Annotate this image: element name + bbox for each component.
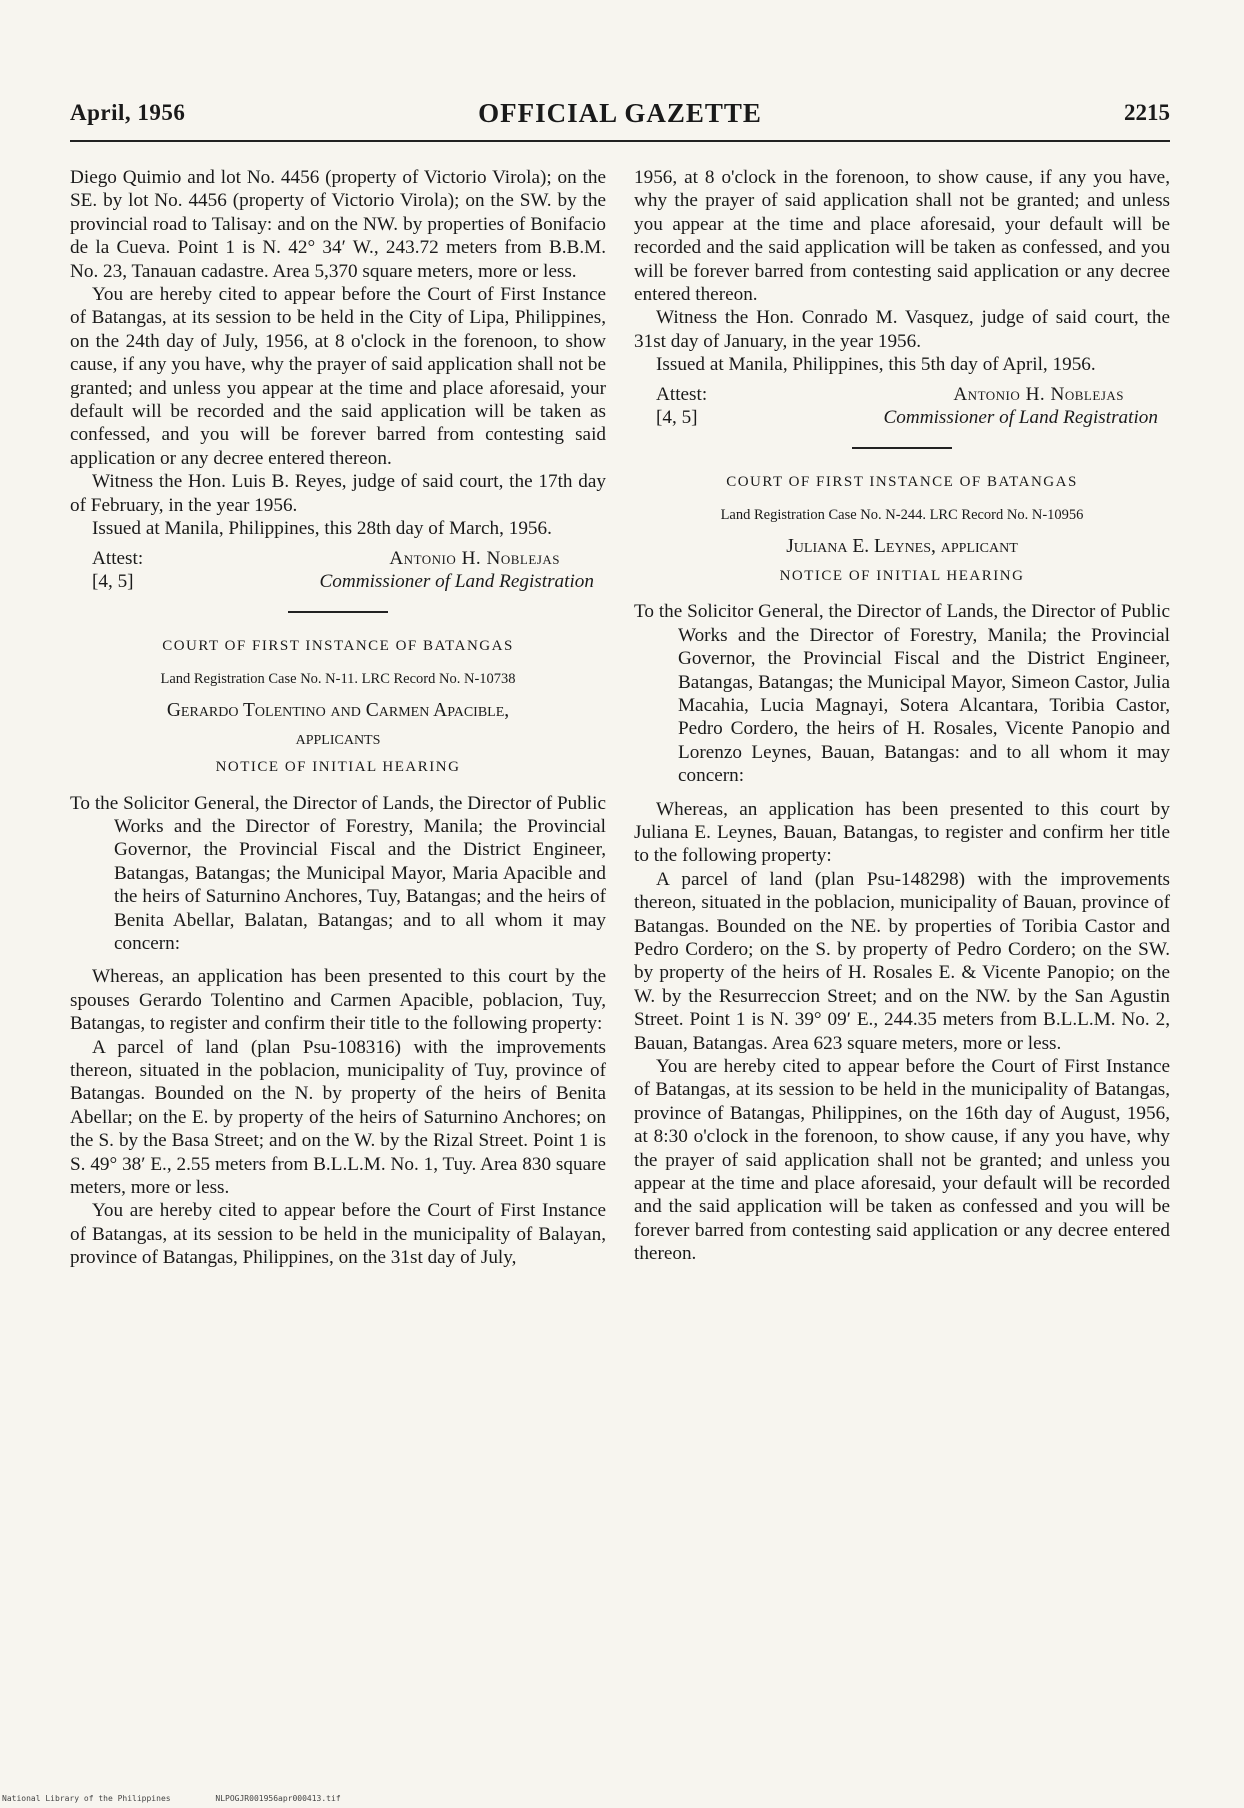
section-divider: [288, 611, 388, 613]
library-credit: National Library of the Philippines: [2, 1794, 171, 1803]
applicants-label: applicants: [295, 727, 381, 749]
attest-name: Antonio H. Noblejas: [389, 547, 560, 569]
attestation-block: [70, 547, 606, 593]
witness-paragraph: Witness the Hon. Conrado M. Vasquez, judge of said court, the 31st day of January, in the year 1956.: [634, 307, 1170, 352]
notice-heading: NOTICE OF INITIAL HEARING: [779, 567, 1025, 584]
attest-title: Commissioner of Land Registration: [883, 406, 1158, 428]
case-number: Land Registration Case No. N-11. LRC Record No. N-10738: [160, 670, 516, 687]
whereas-paragraph: Whereas, an application has been presented to this court by Juliana E. Leynes, Bauan, Batangas, to register and confirm her title to the following property:: [634, 798, 1170, 867]
publication-title: OFFICIAL GAZETTE: [478, 98, 762, 128]
addressee-paragraph: To the Solicitor General, the Director of Lands, the Director of Public Works and the Director of Forestry, Manila; the Provincial Governor, the Provincial Fiscal and the District Engineer, Batangas, Batangas; the Municipal Mayor, Maria Apacible and the heirs of Saturnino Anchores, Tuy, Batangas; and the heirs of Benita Abellar, Balatan, Batangas; and to all whom it may concern:: [70, 792, 606, 954]
applicants-line: Gerardo Tolentino and Carmen Apacible,: [166, 700, 510, 722]
section-divider: [852, 447, 952, 449]
notice-heading: NOTICE OF INITIAL HEARING: [215, 759, 461, 776]
attest-label: Attest:: [656, 383, 708, 405]
parcel-paragraph: A parcel of land (plan Psu-108316) with the improvements thereon, situated in the poblacion, municipality of Tuy, province of Batangas. Bounded on the N. by property of the heirs of Benita Abellar; on the E. by property of the heirs of Saturnino Anchores; on the S. by the Basa Street; and on the W. by the Rizal Street. Point 1 is S. 49° 38′ E., 2.55 meters from B.L.L.M. No. 1, Tuy. Area 830 square meters, more or less.: [70, 1036, 606, 1199]
attest-reference: [4, 5]: [92, 570, 134, 592]
scan-footer: [2, 1794, 381, 1803]
issue-date: April, 1956: [70, 100, 186, 125]
attest-label: Attest:: [92, 547, 144, 569]
page-header: [70, 96, 1170, 136]
attest-name: Antonio H. Noblejas: [953, 383, 1124, 405]
page-number: 2215: [1124, 100, 1170, 125]
continued-paragraph: Diego Quimio and lot No. 4456 (property of Victorio Virola); on the SE. by lot No. 4456 (property of Victorio Virola); on the SW. by the provincial road to Talisay: and on the NW. by properties of Bonifacio de la Cueva. Point 1 is N. 42° 34′ W., 243.72 meters from B.B.M. No. 23, Tanauan cadastre. Area 5,370 square meters, more or less.: [70, 167, 606, 282]
court-heading: COURT OF FIRST INSTANCE OF BATANGAS: [162, 637, 514, 654]
applicant-line: Juliana E. Leynes, applicant: [786, 536, 1018, 558]
case-number: Land Registration Case No. N-244. LRC Record No. N-10956: [720, 507, 1084, 524]
attest-reference: [4, 5]: [656, 406, 698, 428]
issued-paragraph: Issued at Manila, Philippines, this 28th day of March, 1956.: [92, 518, 552, 540]
attestation-block: [634, 383, 1170, 429]
addressee-paragraph: To the Solicitor General, the Director of Lands, the Director of Public Works and the Director of Forestry, Manila; the Provincial Governor, the Provincial Fiscal and the District Engineer, Batangas, Batangas; the Municipal Mayor, Simeon Castor, Julia Macahia, Lucia Magnayi, Sotera Alcantara, Toribia Castor, Pedro Cordero, the heirs of H. Rosales, Vicente Panopio and Lorenzo Leynes, Bauan, Batangas: and to all whom it may concern:: [634, 601, 1170, 787]
witness-paragraph: Witness the Hon. Luis B. Reyes, judge of said court, the 17th day of February, in the year 1956.: [70, 471, 606, 516]
cited-paragraph: You are hereby cited to appear before the Court of First Instance of Batangas, at its session to be held in the City of Lipa, Philippines, on the 24th day of July, 1956, at 8 o'clock in the forenoon, to show cause, if any you have, why the prayer of said application shall not be granted; and unless you appear at the time and place aforesaid, your default will be recorded and the said application will be taken as confessed, and you will be forever barred from contesting said application or any decree entered thereon.: [70, 284, 606, 469]
cited-paragraph-start: You are hereby cited to appear before the Court of First Instance of Batangas, at its session to be held in the municipality of Balayan, province of Batangas, Philippines, on the 31st day of July,: [70, 1200, 606, 1269]
parcel-paragraph: A parcel of land (plan Psu-148298) with the improvements thereon, situated in the poblacion, municipality of Bauan, province of Batangas. Bounded on the NE. by properties of Toribia Castor and Pedro Cordero; on the S. by property of Pedro Cordero; on the SW. by property of the heirs of H. Rosales E. & Vicente Panopio; on the W. by the Resurreccion Street; and on the NW. by the San Agustin Street. Point 1 is N. 39° 09′ E., 244.35 meters from B.L.L.M. No. 2, Bauan, Batangas. Area 623 square meters, more or less.: [634, 868, 1170, 1054]
header-rule: [70, 140, 1170, 142]
issued-paragraph: Issued at Manila, Philippines, this 5th day of April, 1956.: [656, 354, 1096, 376]
right-column: [634, 166, 1170, 1266]
attest-title: Commissioner of Land Registration: [319, 570, 594, 592]
cited-paragraph-continued: 1956, at 8 o'clock in the forenoon, to show cause, if any you have, why the prayer of said application shall not be granted; and unless you appear at the time and place aforesaid, your default will be recorded and the said application will be taken as confessed, and you will be forever barred from contesting said application or any decree entered thereon.: [634, 167, 1170, 306]
file-name: NLPOGJR001956apr000413.tif: [215, 1794, 341, 1803]
whereas-paragraph: Whereas, an application has been presented to this court by the spouses Gerardo Tolentino and Carmen Apacible, poblacion, Tuy, Batangas, to register and confirm their title to the following property:: [70, 966, 606, 1035]
left-column: [70, 166, 606, 1270]
cited-paragraph: You are hereby cited to appear before the Court of First Instance of Batangas, at its session to be held in the municipality of Batangas, province of Batangas, Philippines, on the 16th day of August, 1956, at 8:30 o'clock in the forenoon, to show cause, if any you have, why the prayer of said application shall not be granted; and unless you appear at the time and place aforesaid, your default will be recorded and the said application will be taken as confessed and you will be forever barred from contesting said application or any decree entered thereon.: [634, 1056, 1170, 1265]
court-heading: COURT OF FIRST INSTANCE OF BATANGAS: [726, 473, 1078, 490]
